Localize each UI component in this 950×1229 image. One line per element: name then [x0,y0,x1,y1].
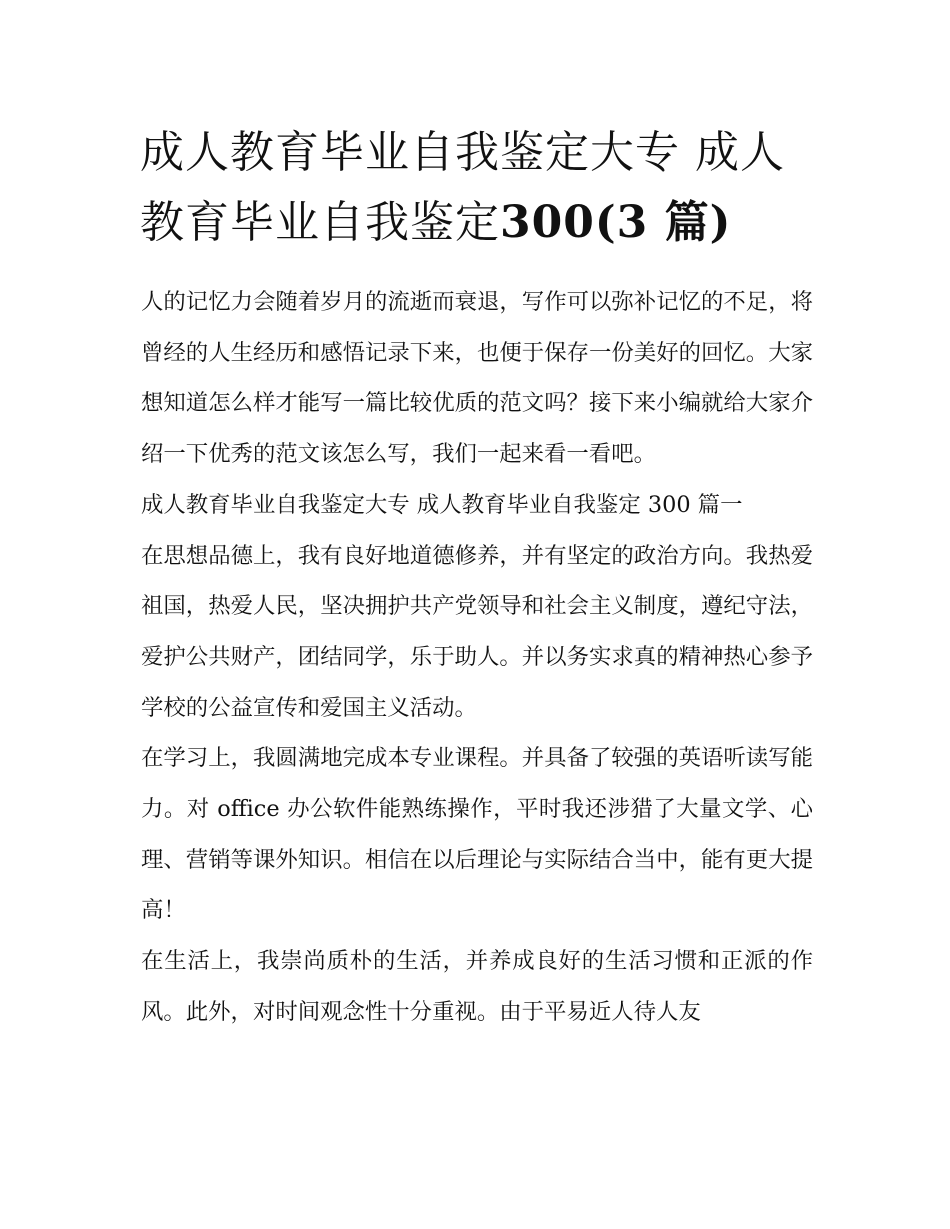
title-suffix-text: 300(3 篇) [500,197,732,248]
paragraph-life: 在生活上，我崇尚质朴的生活，并养成良好的生活习惯和正派的作风。此外，对时间观念性十分重视。由于平易近人待人友 [141,948,813,1025]
paragraph-study: 在学习上，我圆满地完成本专业课程。并具备了较强的英语听读写能力。对 office 办公软件能熟练操作，平时我还涉猎了大量文学、心理、营销等课外知识。相信在以后理论与实际结合当中，能有更大提高！ [141,745,813,924]
intro-paragraph: 人的记忆力会随着岁月的流逝而衰退，写作可以弥补记忆的不足，将曾经的人生经历和感悟记录下来，也便于保存一份美好的回忆。大家想知道怎么样才能写一篇比较优质的范文吗？接下来小编就给大家介绍一下优秀的范文该怎么写，我们一起来看一看吧。 [141,289,813,468]
document-title [140,118,820,258]
document-body [141,277,813,1038]
section-heading: 成人教育毕业自我鉴定大专 成人教育毕业自我鉴定 300 篇一 [141,491,743,518]
title-main-text: 成人教育毕业自我鉴定大专 成人教育毕业自我鉴定 [140,127,785,248]
paragraph-morality: 在思想品德上，我有良好地道德修养，并有坚定的政治方向。我热爱祖国，热爱人民，坚决拥护共产党领导和社会主义制度，遵纪守法，爱护公共财产，团结同学，乐于助人。并以务实求真的精神热心参予学校的公益宣传和爱国主义活动。 [141,542,813,721]
